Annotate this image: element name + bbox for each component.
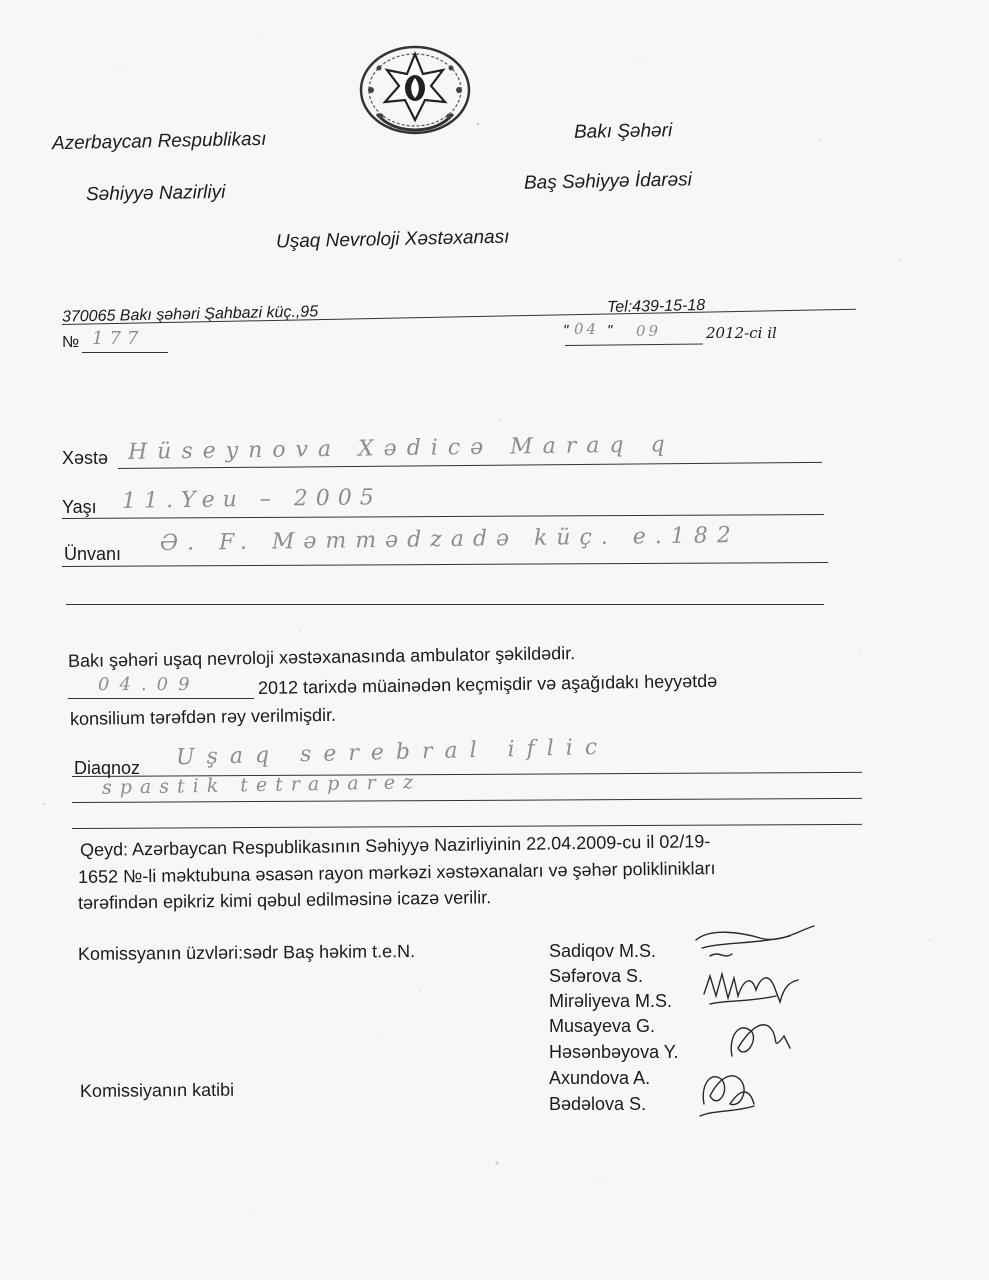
date-close-quote: " — [607, 322, 613, 339]
document-number-value: 177 — [92, 328, 145, 349]
commission-members-label: Komissyanın üzvləri:sədr Baş həkim t.e.N. — [77, 941, 416, 964]
body-line-3: konsilium tərəfdən rəy verilmişdir. — [69, 704, 337, 729]
member-name: Axundova A. — [549, 1068, 651, 1088]
patient-name-label: Xəstə — [62, 448, 109, 468]
note-line-1: Qeyd: Azərbaycan Respublikasının Səhiyyə Nazirliyinin 22.04.2009-cu il 02/19- — [79, 831, 711, 860]
header-institution: Uşaq Nevroloji Xəstəxanası — [275, 226, 510, 253]
exam-date-underline — [68, 698, 254, 699]
member-name: Həsənbəyova Y. — [549, 1042, 679, 1062]
header-phone: Tel:439-15-18 — [606, 296, 706, 317]
patient-age-value: 11.Yeu – 2005 — [121, 485, 382, 514]
exam-date-handwritten: 04.09 — [98, 674, 200, 695]
date-open-quote: " — [563, 322, 569, 339]
member-name: Musayeva G. — [549, 1016, 656, 1036]
member-name: Sadiqov M.S. — [549, 941, 657, 961]
header-address: 370065 Bakı şəhəri Şahbazi küç.,95 — [61, 303, 319, 326]
patient-name-value: Hüseynova Xədicə Maraq q — [127, 432, 675, 465]
member-name: Mirəliyeva M.S. — [549, 991, 673, 1011]
diagnosis-label: Diaqnoz — [74, 758, 141, 778]
diagnosis-handwritten-1: Uşaq serebral iflic — [175, 734, 610, 771]
body-line-2: 2012 tarixdə müainədən keçmişdir və aşağıdakı heyyətdə — [257, 670, 718, 698]
header-city: Bakı Şəhəri — [573, 120, 673, 143]
header-republic: Azerbaycan Respublikası — [51, 128, 267, 155]
date-day: 04 — [574, 320, 600, 338]
date-month: 09 — [636, 322, 662, 340]
note-line-3: tərəfindən epikriz kimi qəbul edilməsinə icazə verilir. — [77, 887, 492, 913]
member-name: Bədəlova S. — [549, 1094, 647, 1114]
commission-signatures — [680, 920, 830, 1130]
header-ministry: Səhiyyə Nazirliyi — [85, 181, 226, 206]
commission-secretary-label: Komissiyanın katibi — [79, 1079, 235, 1101]
patient-address-extra-line — [66, 604, 824, 605]
document-number-underline — [82, 352, 168, 353]
member-name: Səfərova S. — [549, 966, 644, 986]
patient-address-label: Ünvanı — [64, 544, 122, 564]
patient-address-value: Ə. F. Məmmədzadə küç. e.182 — [159, 522, 740, 557]
header-health-department: Baş Səhiyyə İdarəsi — [523, 169, 693, 194]
body-line-1: Bakı şəhəri uşaq nevroloji xəstəxanasında ambulator şəkildədir. — [67, 643, 576, 671]
state-emblem — [357, 44, 473, 142]
diagnosis-handwritten-2: spastik tetraparez — [101, 771, 422, 799]
note-line-2: 1652 №-li məktubuna əsasən rayon mərkəzi xəstəxanaları və şəhər poliklinikları — [77, 858, 716, 887]
document-number-label: № — [62, 334, 80, 351]
date-year: 2012-ci il — [706, 324, 777, 342]
patient-age-label: Yaşı — [62, 497, 97, 517]
